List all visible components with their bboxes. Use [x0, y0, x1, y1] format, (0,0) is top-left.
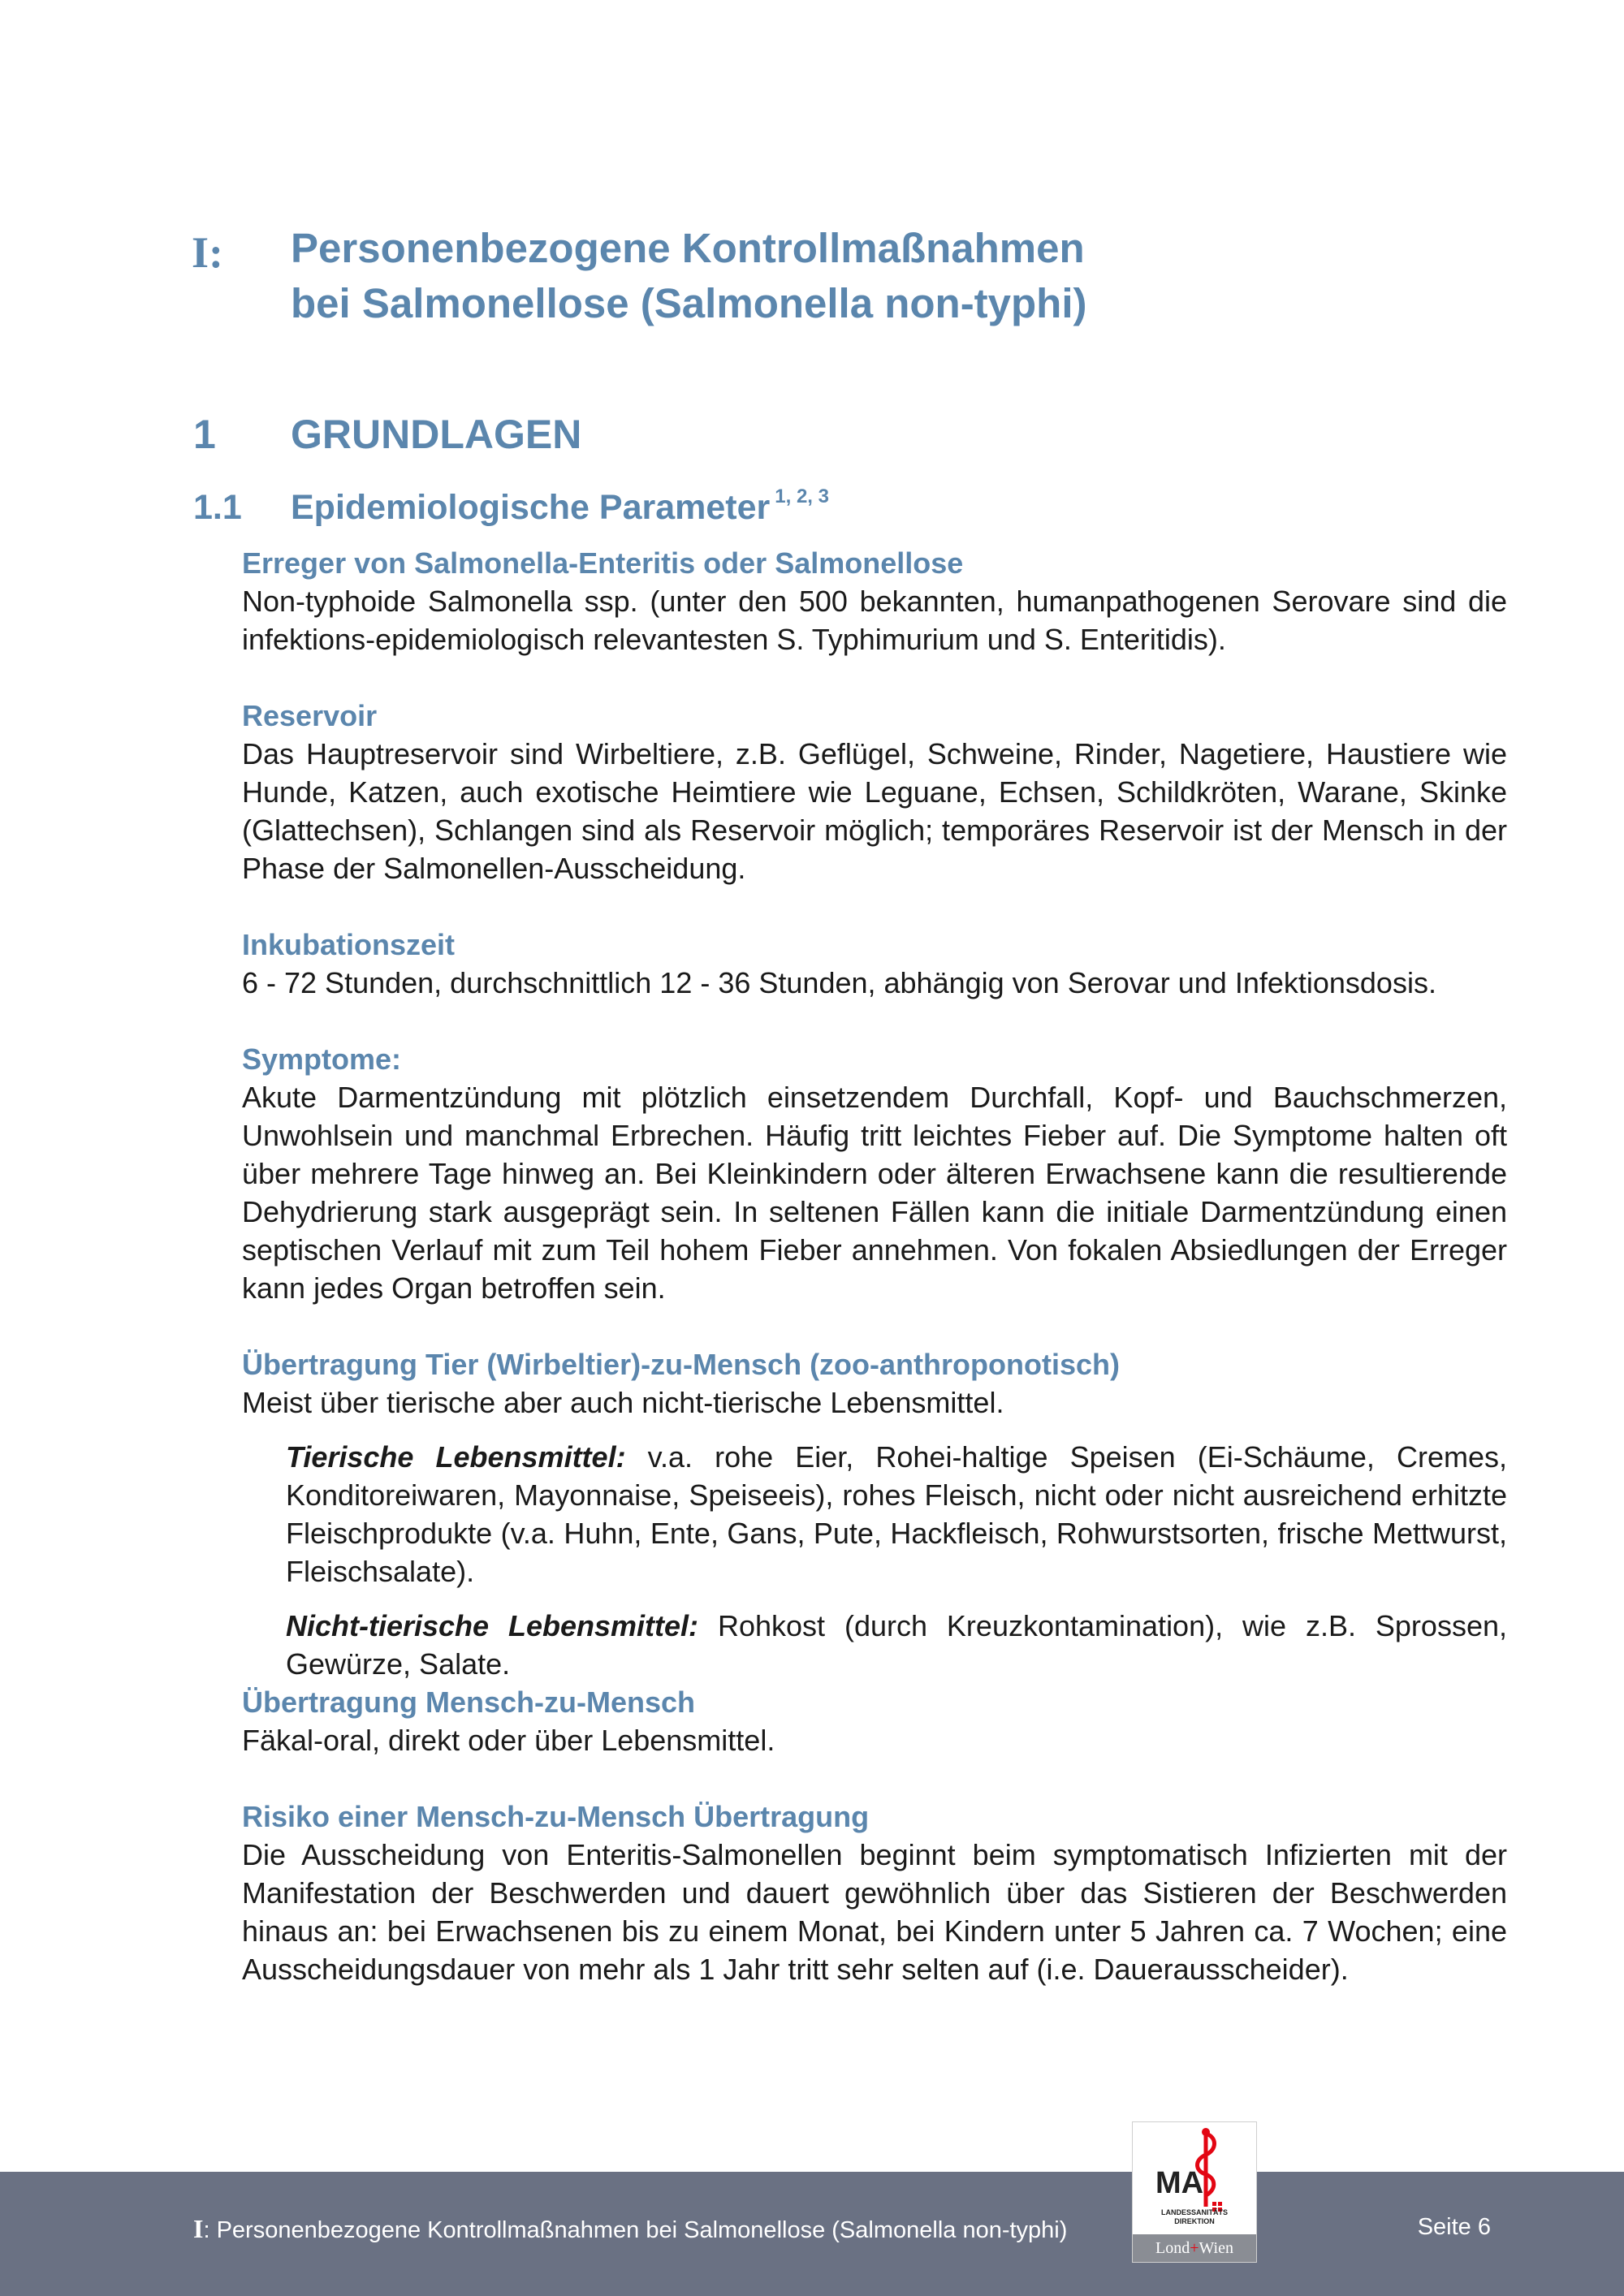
- page-footer: [0, 2172, 1624, 2296]
- title-line-2: bei Salmonellose (Salmonella non-typhi): [291, 280, 1087, 326]
- reservoir-text: Das Hauptreservoir sind Wirbeltiere, z.B. Geflügel, Schweine, Rinder, Nagetiere, Haustiere wie Hunde, Katzen, auch exotische Heimtiere wie Leguane, Echsen, Schildkröten, Warane, Skinke (Glattechsen), Schlangen sind als Reservoir möglich; temporäres Reservoir ist der Mensch in der Phase der Salmonellen-Ausscheidung.: [242, 737, 1507, 885]
- logo-subtitle: LANDESSANITÄTS DIREKTION: [1160, 2208, 1228, 2225]
- logo-abbrev: MA: [1155, 2166, 1204, 2200]
- tierisch-text: v.a. rohe Eier, Rohei-haltige Speisen (Ei-Schäume, Cremes, Konditoreiwaren, Mayonnaise, Speiseeis), rohes Fleisch, nicht oder nicht ausreichend erhitzte Fleischprodukte (v.a. Huhn, Ente, Gans, Pute, Hackfleisch, Rohwurstsorten, frische Mettwurst, Fleischsalate).: [286, 1440, 1507, 1588]
- section-title: GRUNDLAGEN: [291, 412, 582, 457]
- uebertragung-mensch-title: Übertragung Mensch-zu-Mensch: [242, 1685, 696, 1719]
- section-number: 1: [193, 412, 216, 457]
- footer-text: [193, 2214, 1067, 2244]
- inkubation-title: Inkubationszeit: [242, 928, 456, 961]
- logo-band-right: Wien: [1199, 2239, 1233, 2257]
- uebertragung-tier-title: Übertragung Tier (Wirbeltier)-zu-Mensch (zoo-anthroponotisch): [242, 1348, 1120, 1381]
- reservoir-title: Reservoir: [242, 699, 378, 732]
- nicht-tierische-lebensmittel: [286, 1607, 1507, 1683]
- logo-band: [1133, 2234, 1256, 2262]
- page-number: Seite 6: [1417, 2214, 1491, 2240]
- section-heading-1-1: [193, 486, 829, 528]
- uebertragung-mensch-text: Fäkal-oral, direkt oder über Lebensmittel.: [242, 1724, 775, 1757]
- risiko-title: Risiko einer Mensch-zu-Mensch Übertragung: [242, 1800, 870, 1833]
- inkubation-text: 6 - 72 Stunden, durchschnittlich 12 - 36 Stunden, abhängig von Serovar und Infektionsdosis.: [242, 966, 1436, 999]
- title-roman-numeral: I:: [192, 228, 223, 277]
- footnote-refs: 1, 2, 3: [775, 486, 829, 507]
- logo-band-separator: +: [1190, 2239, 1199, 2257]
- subsection-number: 1.1: [193, 488, 242, 527]
- logo-band-left: Lond: [1155, 2239, 1190, 2257]
- title-line-1: Personenbezogene Kontrollmaßnahmen: [291, 225, 1085, 271]
- footer-roman-numeral: I: [193, 2214, 204, 2243]
- section-heading-1: [193, 411, 581, 458]
- footer-title: : Personenbezogene Kontrollmaßnahmen bei Salmonellose (Salmonella non-typhi): [203, 2217, 1068, 2243]
- uebertragung-tier-text: Meist über tierische aber auch nicht-tierische Lebensmittel.: [242, 1386, 1004, 1419]
- risiko-text: Die Ausscheidung von Enteritis-Salmonellen beginnt beim symptomatisch Infizierten mit der Manifestation der Beschwerden und dauert gewöhnlich über das Sistieren der Beschwerden hinaus an: bei Erwachsenen bis zu einem Monat, bei Kindern unter 5 Jahren ca. 7 Wochen; eine Ausscheidungsdauer von mehr als 1 Jahr tritt sehr selten auf (i.e. Dauerausscheider).: [242, 1838, 1507, 1986]
- subsection-title: Epidemiologische Parameter: [291, 488, 771, 527]
- erreger-text: Non-typhoide Salmonella ssp. (unter den 500 bekannten, humanpathogenen Serovare sind die infektions-epidemiologisch relevantesten S. Typhimurium und S. Enteritidis).: [242, 585, 1507, 656]
- tierische-lebensmittel: [286, 1438, 1507, 1590]
- symptome-title: Symptome:: [242, 1042, 402, 1076]
- nicht-tierisch-text: Rohkost (durch Kreuzkontamination), wie z.B. Sprossen, Gewürze, Salate.: [286, 1609, 1507, 1681]
- symptome-text: Akute Darmentzündung mit plötzlich einsetzendem Durchfall, Kopf- und Bauchschmerzen, Unwohlsein und manchmal Erbrechen. Häufig tritt leichtes Fieber auf. Die Symptome halten oft über mehrere Tage hinweg an. Bei Kleinkindern oder älteren Erwachsene kann die resultierende Dehydrierung stark ausgeprägt sein. In seltenen Fällen kann die initiale Darmentzündung einen septischen Verlauf mit zum Teil hohem Fieber annehmen. Von fokalen Absiedlungen der Erreger kann jedes Organ betroffen sein.: [242, 1081, 1507, 1305]
- nicht-tierisch-label: Nicht-tierische Lebensmittel:: [286, 1609, 699, 1642]
- tierisch-label: Tierische Lebensmittel:: [286, 1440, 626, 1474]
- ma15-logo: [1132, 2121, 1257, 2263]
- main-content: [242, 544, 1507, 1988]
- erreger-title: Erreger von Salmonella-Enteritis oder Salmonellose: [242, 546, 964, 580]
